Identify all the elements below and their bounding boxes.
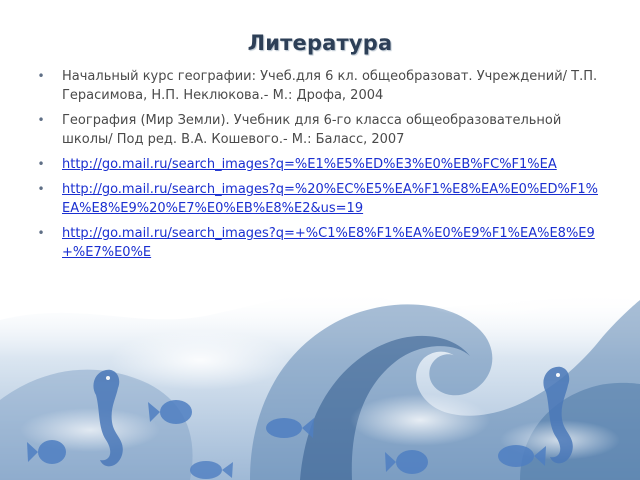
reference-text: География (Мир Земли). Учебник для 6-го класса общеобразовательной школы/ Под ред. В.А. Кошевого.- М.: Баласс, 2007 [62, 113, 562, 147]
reference-link[interactable]: http://go.mail.ru/search_images?q=+%C1%E8%F1%EA%E0%E9%F1%EA%E8%E9+%E7%E0%E [62, 226, 595, 260]
reference-link[interactable]: http://go.mail.ru/search_images?q=%20%EC%E5%EA%F1%E8%EA%E0%ED%F1%EA%E8%E9%20%E7%E0%EB%E8%E2&us=19 [62, 182, 598, 216]
reference-text: Начальный курс географии: Учеб.для 6 кл. общеобразоват. Учреждений/ Т.П. Герасимова, Н.П. Неклюкова.- М.: Дрофа, 2004 [62, 69, 598, 103]
bullet-icon: • [37, 226, 45, 240]
slide-title: Литература [247, 31, 393, 55]
reference-item [35, 224, 605, 262]
reference-item [35, 155, 605, 174]
bullet-icon: • [37, 69, 45, 83]
bullet-icon: • [37, 157, 45, 171]
bullet-icon: • [37, 182, 45, 196]
reference-item [35, 111, 605, 149]
reference-item [35, 180, 605, 218]
reference-link[interactable]: http://go.mail.ru/search_images?q=%E1%E5%ED%E3%E0%EB%FC%F1%EA [62, 157, 557, 172]
reference-list [35, 67, 605, 268]
bullet-icon: • [37, 113, 45, 127]
reference-item [35, 67, 605, 105]
